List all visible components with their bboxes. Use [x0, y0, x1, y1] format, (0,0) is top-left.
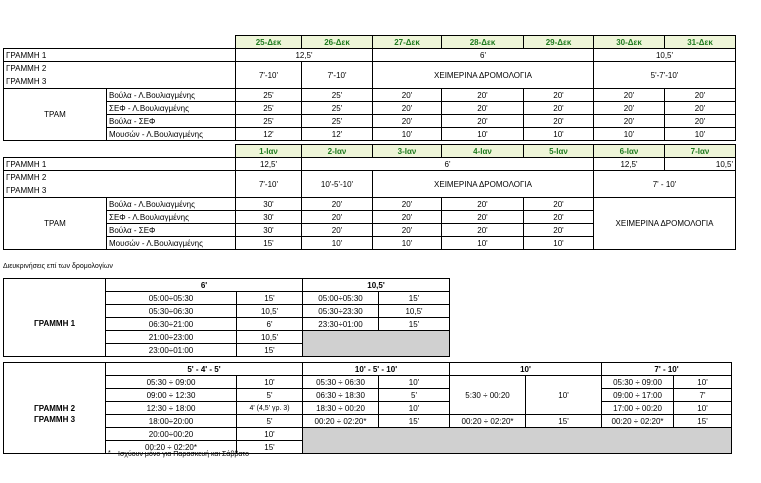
frequency-cell: 5' — [237, 389, 303, 402]
date-header: 27-Δεκ — [373, 36, 442, 49]
frequency-cell: 6' — [302, 158, 594, 171]
line-label-pair — [4, 376, 106, 454]
frequency-cell: 10,5' — [379, 305, 450, 318]
time-range: 21:00÷23:00 — [106, 331, 237, 344]
frequency-cell: 25' — [302, 115, 373, 128]
route-label: Βούλα - Λ.Βουλιαγμένης — [107, 198, 236, 211]
route-label: ΣΕΦ - Λ.Βουλιαγμένης — [107, 102, 236, 115]
frequency-cell: 4' (4,5' γρ. 3) — [237, 402, 303, 415]
frequency-cell: 20' — [665, 102, 736, 115]
frequency-cell: 15' — [237, 441, 303, 454]
line23-details-table — [3, 362, 732, 454]
route-label: Βούλα - ΣΕΦ — [107, 224, 236, 237]
frequency-cell: 12' — [236, 128, 302, 141]
frequency-cell: 7' - 10' — [594, 171, 736, 198]
frequency-cell: 10,5' — [237, 331, 303, 344]
frequency-cell: 10' — [373, 237, 442, 250]
frequency-cell: 12,5' — [236, 49, 373, 62]
date-header: 29-Δεκ — [524, 36, 594, 49]
route-label: ΣΕΦ - Λ.Βουλιαγμένης — [107, 211, 236, 224]
date-header: 2-Ιαν — [302, 145, 373, 158]
period-header: 10' - 5' - 10' — [303, 363, 450, 376]
frequency-cell: 12,5' — [594, 158, 665, 171]
time-range: 17:00 ÷ 00:20 — [602, 402, 674, 415]
frequency-cell: 20' — [665, 89, 736, 102]
time-range: 23:30÷01:00 — [303, 318, 379, 331]
time-range: 18:30 ÷ 00:20 — [303, 402, 379, 415]
line1-details-table — [3, 278, 450, 357]
period-header: 10' — [450, 363, 602, 376]
line-label: ΓΡΑΜΜΗ 3 — [6, 186, 47, 195]
footnote-text: Ισχύουν μόνο για Παρασκευή και Σάββατο — [118, 451, 249, 458]
date-header: 4-Ιαν — [442, 145, 524, 158]
time-range: 05:30 ÷ 09:00 — [106, 376, 237, 389]
frequency-cell: 7' — [674, 389, 732, 402]
frequency-cell: 7'-10' — [236, 171, 302, 198]
frequency-cell: 20' — [594, 102, 665, 115]
frequency-cell: 20' — [524, 224, 594, 237]
frequency-cell: 10,5' — [665, 158, 736, 171]
line-label: ΓΡΑΜΜΗ 3 — [33, 415, 76, 425]
time-range: 06:30÷21:00 — [106, 318, 237, 331]
empty-cell — [303, 428, 732, 454]
clarifications-title: Διευκρινήσεις επί των δρομολογίων — [3, 263, 113, 270]
route-label: Μουσών - Λ.Βουλιαγμένης — [107, 128, 236, 141]
frequency-cell: 20' — [665, 115, 736, 128]
date-header: 26-Δεκ — [302, 36, 373, 49]
time-range: 06:30 ÷ 18:30 — [303, 389, 379, 402]
time-range: 05:30 ÷ 06:30 — [303, 376, 379, 389]
frequency-cell: 10' — [665, 128, 736, 141]
frequency-cell: 20' — [373, 89, 442, 102]
tram-label: ΤΡΑΜ — [4, 198, 107, 250]
time-range: 09:00 ÷ 12:30 — [106, 389, 237, 402]
date-header: 25-Δεκ — [236, 36, 302, 49]
time-range: 05:00÷05:30 — [303, 292, 379, 305]
frequency-cell: 20' — [442, 224, 524, 237]
frequency-cell: 30' — [236, 211, 302, 224]
time-range: 05:30÷23:30 — [303, 305, 379, 318]
line-label: ΓΡΑΜΜΗ 3 — [6, 77, 47, 86]
date-header: 30-Δεκ — [594, 36, 665, 49]
frequency-cell: 20' — [373, 224, 442, 237]
route-label: Βούλα - Λ.Βουλιαγμένης — [107, 89, 236, 102]
frequency-cell: 10' — [379, 376, 450, 389]
time-range: 05:00÷05:30 — [106, 292, 237, 305]
empty-cell — [303, 331, 450, 357]
schedule-table-december — [3, 35, 736, 141]
frequency-cell: 10'-5'-10' — [302, 171, 373, 198]
frequency-cell: 6' — [373, 49, 594, 62]
frequency-cell: 5' — [379, 389, 450, 402]
date-header: 5-Ιαν — [524, 145, 594, 158]
frequency-cell: 10' — [237, 428, 303, 441]
line-label: ΓΡΑΜΜΗ 2 — [6, 64, 47, 73]
frequency-cell: 10' — [237, 376, 303, 389]
frequency-cell: 25' — [236, 102, 302, 115]
frequency-cell: 20' — [524, 115, 594, 128]
frequency-cell: 10' — [594, 128, 665, 141]
date-header: 1-Ιαν — [236, 145, 302, 158]
time-range: 18:00÷20:00 — [106, 415, 237, 428]
frequency-cell: 15' — [379, 292, 450, 305]
frequency-cell: 20' — [524, 102, 594, 115]
line-label-pair — [4, 62, 236, 89]
frequency-cell: 15' — [379, 318, 450, 331]
date-header: 6-Ιαν — [594, 145, 665, 158]
line-label-pair — [4, 171, 236, 198]
frequency-cell: 20' — [442, 89, 524, 102]
frequency-cell: 15' — [674, 415, 732, 428]
schedule-table-january — [3, 144, 736, 250]
period-header: 7' - 10' — [602, 363, 732, 376]
frequency-cell: 20' — [524, 198, 594, 211]
frequency-cell: 25' — [302, 102, 373, 115]
frequency-cell: 15' — [237, 292, 303, 305]
time-range: 05:30 ÷ 09:00 — [602, 376, 674, 389]
frequency-cell: 7'-10' — [302, 62, 373, 89]
period-header: 6' — [106, 279, 303, 292]
frequency-cell: 12,5' — [236, 158, 302, 171]
line-label: ΓΡΑΜΜΗ 2 — [33, 404, 76, 414]
winter-schedule-cell: ΧΕΙΜΕΡΙΝΑ ΔΡΟΜΟΛΟΓΙΑ — [373, 171, 594, 198]
frequency-cell: 10' — [442, 128, 524, 141]
frequency-cell: 5' — [237, 415, 303, 428]
time-range: 00:20 ÷ 02:20* — [106, 441, 237, 454]
date-header: 28-Δεκ — [442, 36, 524, 49]
winter-schedule-cell: ΧΕΙΜΕΡΙΝΑ ΔΡΟΜΟΛΟΓΙΑ — [373, 62, 594, 89]
frequency-cell: 20' — [442, 198, 524, 211]
frequency-cell: 30' — [236, 224, 302, 237]
time-range: 00:20 ÷ 02:20* — [450, 415, 526, 428]
frequency-cell: 25' — [236, 89, 302, 102]
time-range: 20:00÷00:20 — [106, 428, 237, 441]
frequency-cell: 12' — [302, 128, 373, 141]
time-range: 00:20 ÷ 02:20* — [303, 415, 379, 428]
frequency-cell: 15' — [526, 415, 602, 428]
frequency-cell: 30' — [236, 198, 302, 211]
frequency-cell: 15' — [379, 415, 450, 428]
frequency-cell: 20' — [373, 198, 442, 211]
frequency-cell: 15' — [236, 237, 302, 250]
date-header: 3-Ιαν — [373, 145, 442, 158]
frequency-cell: 10' — [302, 237, 373, 250]
line-label: ΓΡΑΜΜΗ 1 — [4, 292, 106, 357]
frequency-cell: 20' — [442, 115, 524, 128]
frequency-cell: 20' — [302, 224, 373, 237]
time-range: 05:30÷06:30 — [106, 305, 237, 318]
frequency-cell: 20' — [594, 89, 665, 102]
frequency-cell: 20' — [373, 115, 442, 128]
time-range: 09:00 ÷ 17:00 — [602, 389, 674, 402]
frequency-cell: 20' — [302, 198, 373, 211]
frequency-cell: 20' — [302, 211, 373, 224]
time-range: 00:20 ÷ 02:20* — [602, 415, 674, 428]
footnote-mark: * — [108, 450, 111, 457]
frequency-cell: 20' — [524, 211, 594, 224]
frequency-cell: 20' — [373, 102, 442, 115]
frequency-cell: 5'-7'-10' — [594, 62, 736, 89]
winter-schedule-cell: ΧΕΙΜΕΡΙΝΑ ΔΡΟΜΟΛΟΓΙΑ — [594, 198, 736, 250]
frequency-cell: 20' — [594, 115, 665, 128]
date-header: 7-Ιαν — [665, 145, 736, 158]
route-label: Βούλα - ΣΕΦ — [107, 115, 236, 128]
time-range: 5:30 ÷ 00:20 — [450, 376, 526, 415]
frequency-cell: 7'-10' — [236, 62, 302, 89]
frequency-cell: 25' — [302, 89, 373, 102]
period-header: 10,5' — [303, 279, 450, 292]
frequency-cell: 10' — [524, 128, 594, 141]
frequency-cell: 25' — [236, 115, 302, 128]
frequency-cell: 20' — [373, 211, 442, 224]
frequency-cell: 10' — [524, 237, 594, 250]
tram-label: ΤΡΑΜ — [4, 89, 107, 141]
frequency-cell: 10' — [442, 237, 524, 250]
frequency-cell: 10,5' — [594, 49, 736, 62]
frequency-cell: 10' — [373, 128, 442, 141]
frequency-cell: 10' — [674, 376, 732, 389]
frequency-cell: 15' — [237, 344, 303, 357]
time-range: 23:00÷01:00 — [106, 344, 237, 357]
date-header: 31-Δεκ — [665, 36, 736, 49]
frequency-cell: 10' — [674, 402, 732, 415]
line-label: ΓΡΑΜΜΗ 1 — [4, 49, 236, 62]
time-range: 12:30 ÷ 18:00 — [106, 402, 237, 415]
period-header: 5' - 4' - 5' — [106, 363, 303, 376]
line-label: ΓΡΑΜΜΗ 2 — [6, 173, 47, 182]
frequency-cell: 10,5' — [237, 305, 303, 318]
frequency-cell: 20' — [442, 102, 524, 115]
frequency-cell: 6' — [237, 318, 303, 331]
frequency-cell: 20' — [442, 211, 524, 224]
route-label: Μουσών - Λ.Βουλιαγμένης — [107, 237, 236, 250]
frequency-cell: 10' — [526, 376, 602, 415]
frequency-cell: 20' — [524, 89, 594, 102]
frequency-cell: 10' — [379, 402, 450, 415]
line-label: ΓΡΑΜΜΗ 1 — [4, 158, 236, 171]
